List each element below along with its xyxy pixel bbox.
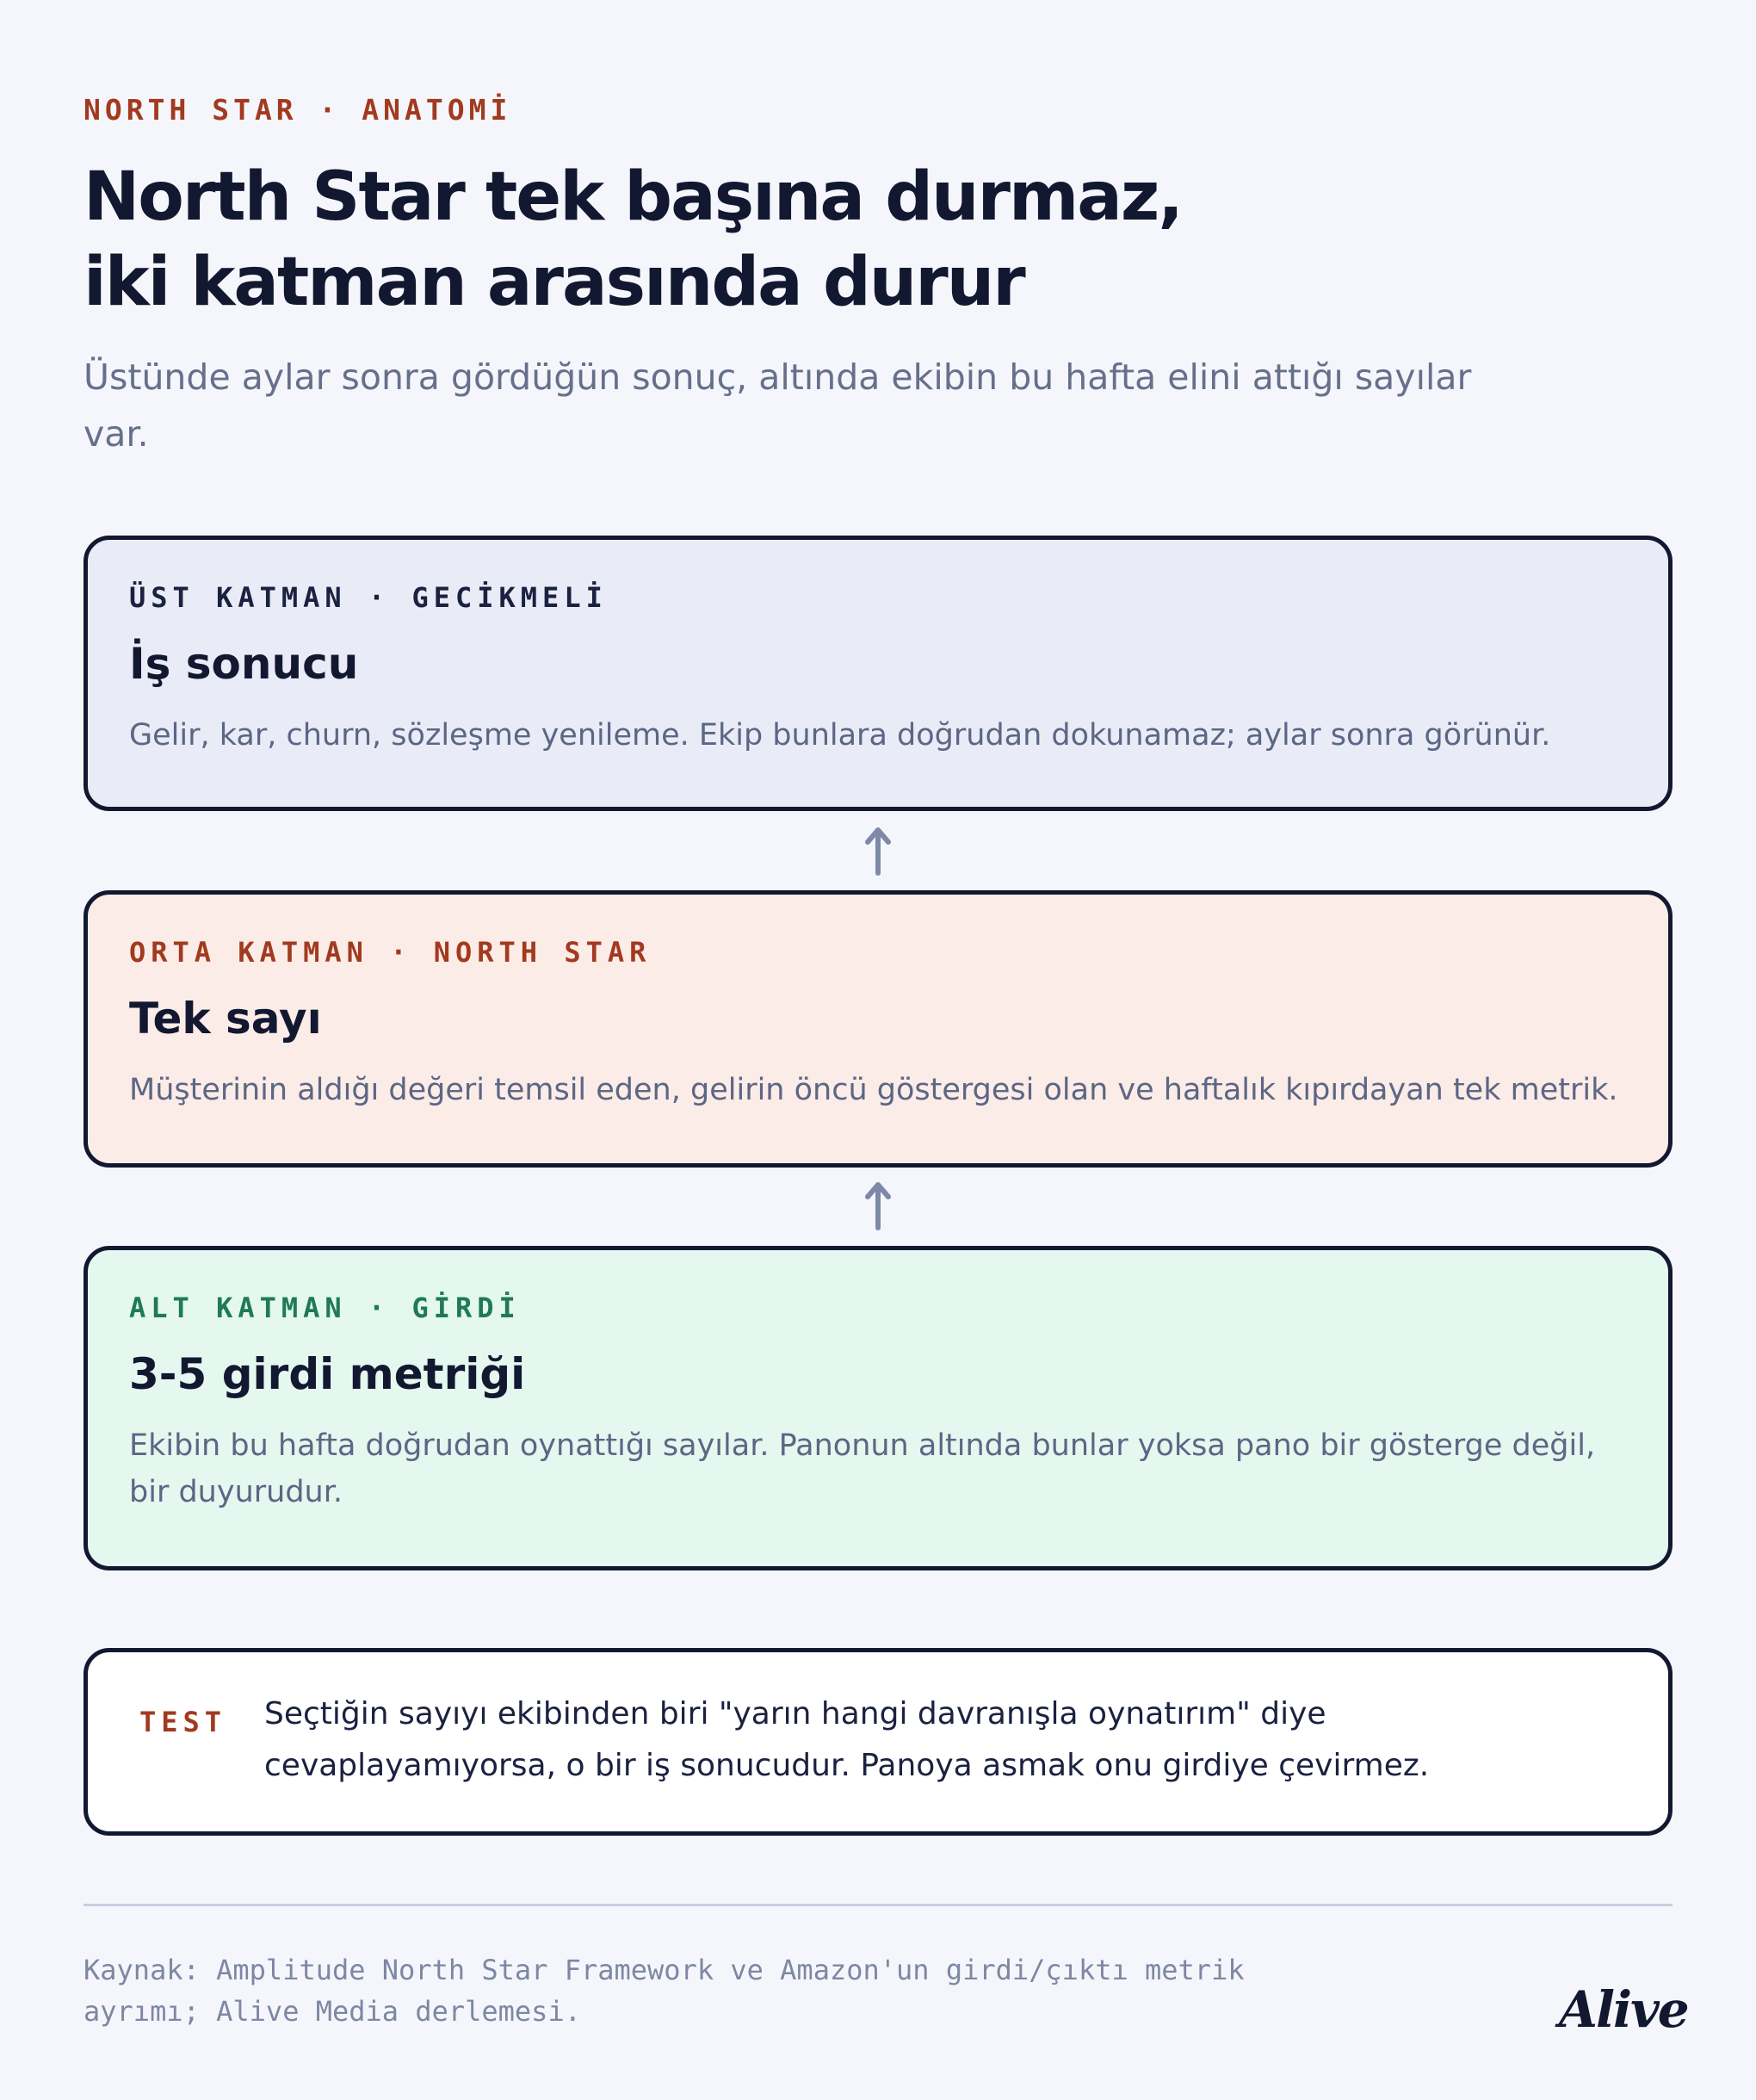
layer-kicker: ALT KATMAN · GİRDİ (129, 1292, 521, 1324)
test-callout (83, 1648, 1673, 1836)
layer-title: İş sonucu (129, 639, 359, 689)
test-text: Seçtiğin sayıyı ekibinden biri "yarın hangi davranışla oynatırım" diye cevaplayamıyorsa, o bir iş sonucudur. Panoya asmak onu girdiye çevirmez. (264, 1696, 1430, 1783)
footer-divider (83, 1904, 1673, 1906)
arrow-up-icon (861, 1180, 895, 1231)
page-title (83, 155, 1375, 325)
layer-card-bottom (83, 1246, 1673, 1570)
lead-paragraph: Üstünde aylar sonra gördüğün sonuç, altında ekibin bu hafta elini attığı sayılar var. (83, 356, 1472, 455)
layer-card-middle (83, 890, 1673, 1168)
layer-card-top (83, 536, 1673, 811)
title-line-2: iki katman arasında durur (83, 244, 1024, 321)
layer-title: Tek sayı (129, 994, 322, 1044)
brand-logo: Alive (1559, 1980, 1688, 2039)
eyebrow-label: NORTH STAR · ANATOMİ (83, 93, 512, 127)
title-line-1: North Star tek başına durmaz, (83, 158, 1182, 236)
layer-description: Ekibin bu hafta doğrudan oynattığı sayılar. Panonun altında bunlar yoksa pano bir gösterge değil, bir duyurudur. (129, 1428, 1596, 1509)
layer-kicker: ÜST KATMAN · GECİKMELİ (129, 581, 608, 614)
layer-description: Gelir, kar, churn, sözleşme yenileme. Ekip bunlara doğrudan dokunamaz; aylar sonra görünür. (129, 718, 1551, 753)
arrow-up-icon (861, 825, 895, 877)
layer-title: 3-5 girdi metriği (129, 1349, 526, 1399)
layer-kicker: ORTA KATMAN · NORTH STAR (129, 936, 652, 969)
source-note (83, 1949, 1332, 2032)
layer-description: Müşterinin aldığı değeri temsil eden, gelirin öncü göstergesi olan ve haftalık kıpırdayan tek metrik. (129, 1073, 1618, 1107)
test-label: TEST (139, 1706, 227, 1738)
source-line-2: ayrımı; Alive Media derlemesi. (83, 1995, 581, 2028)
source-line-1: Kaynak: Amplitude North Star Framework ve Amazon'un girdi/çıktı metrik (83, 1954, 1245, 1986)
